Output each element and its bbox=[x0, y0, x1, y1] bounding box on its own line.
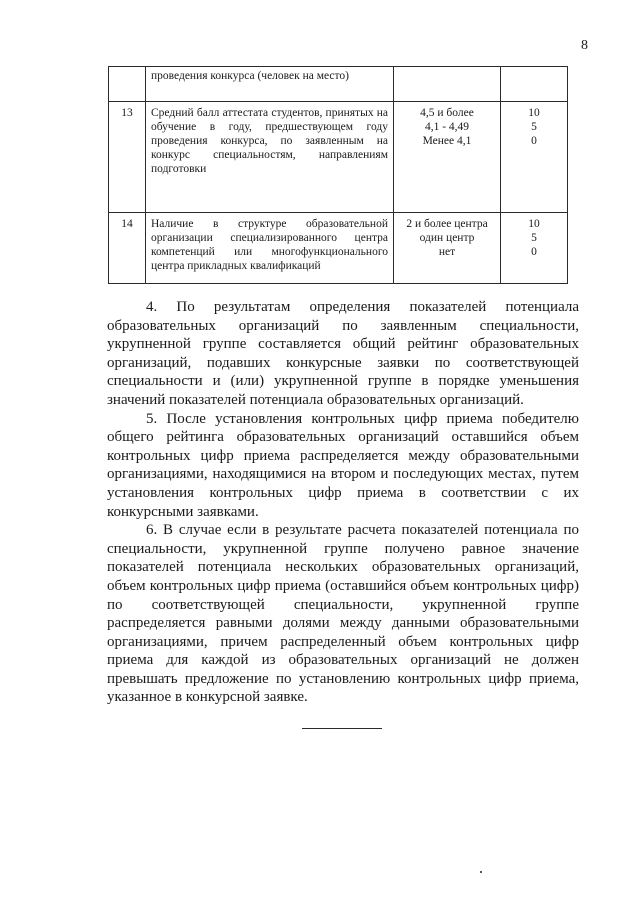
value-line: 4,1 - 4,49 bbox=[424, 121, 470, 133]
points-cell bbox=[501, 67, 568, 102]
criterion-cell: Наличие в структуре образовательной организации специализированного центра компетенций или многофункционального центра прикладных квалификаций bbox=[146, 213, 394, 284]
value-line: один центр bbox=[419, 232, 475, 244]
points-line: 5 bbox=[531, 121, 537, 133]
page-number: 8 bbox=[581, 38, 588, 53]
criterion-cell: проведения конкурса (человек на место) bbox=[146, 67, 394, 102]
points-cell bbox=[501, 102, 568, 213]
value-line: 4,5 и более bbox=[420, 107, 474, 119]
value-line: 2 и более центра bbox=[406, 218, 488, 230]
paragraph-6: 6. В случае если в результате расчета показателей потенциала по специальности, укрупненной группе получено равное значение показателей потенциала нескольких образовательных организаций, объем контрольных цифр приема (оставшийся объем контрольных цифр) по соответствующей специальности, укрупненной группе распределяется равными долями между данными образовательными организациями, причем распределенный объем контрольных цифр приема для каждой из образовательных организаций не должен превышать предложение по установлению контрольных цифр приема, указанное в конкурсной заявке. bbox=[107, 522, 579, 706]
value-line: нет bbox=[438, 246, 456, 258]
table-row bbox=[109, 102, 568, 213]
value-cell bbox=[394, 67, 501, 102]
paragraph-5: 5. После установления контрольных цифр приема победителю общего рейтинга образовательных организаций оставшийся объем контрольных цифр приема распределяется между образовательными организациями, находящимися на втором и последующих местах, путем установления контрольных цифр приема в соответствии с их конкурсными заявками. bbox=[107, 410, 579, 520]
paragraph-4: 4. По результатам определения показателей потенциала образовательных организаций по заявленным специальности, укрупненной группе составляется общий рейтинг образовательных организаций, подавших конкурсные заявки по соответствующей специальности и (или) укрупненной группе в порядке уменьшения значений показателей потенциала образовательных организаций. bbox=[107, 299, 579, 408]
scan-speck bbox=[480, 871, 482, 873]
points-line: 0 bbox=[531, 246, 537, 258]
row-number-cell bbox=[109, 67, 146, 102]
row-number-cell: 14 bbox=[109, 213, 146, 284]
table-row bbox=[109, 213, 568, 284]
points-line: 5 bbox=[531, 232, 537, 244]
points-line: 10 bbox=[528, 218, 540, 230]
table-row bbox=[109, 67, 568, 102]
points-cell bbox=[501, 213, 568, 284]
points-line: 0 bbox=[531, 135, 537, 147]
body-text bbox=[107, 298, 579, 707]
criterion-cell: Средний балл аттестата студентов, принятых на обучение в году, предшествующем году проведения конкурса, по заявленным на конкурс специальностям, направлениям подготовки bbox=[146, 102, 394, 213]
points-line: 10 bbox=[528, 107, 540, 119]
criteria-table bbox=[108, 66, 568, 284]
value-cell bbox=[394, 213, 501, 284]
value-line: Менее 4,1 bbox=[422, 135, 472, 147]
row-number-cell: 13 bbox=[109, 102, 146, 213]
value-cell bbox=[394, 102, 501, 213]
end-separator-line bbox=[302, 728, 382, 729]
